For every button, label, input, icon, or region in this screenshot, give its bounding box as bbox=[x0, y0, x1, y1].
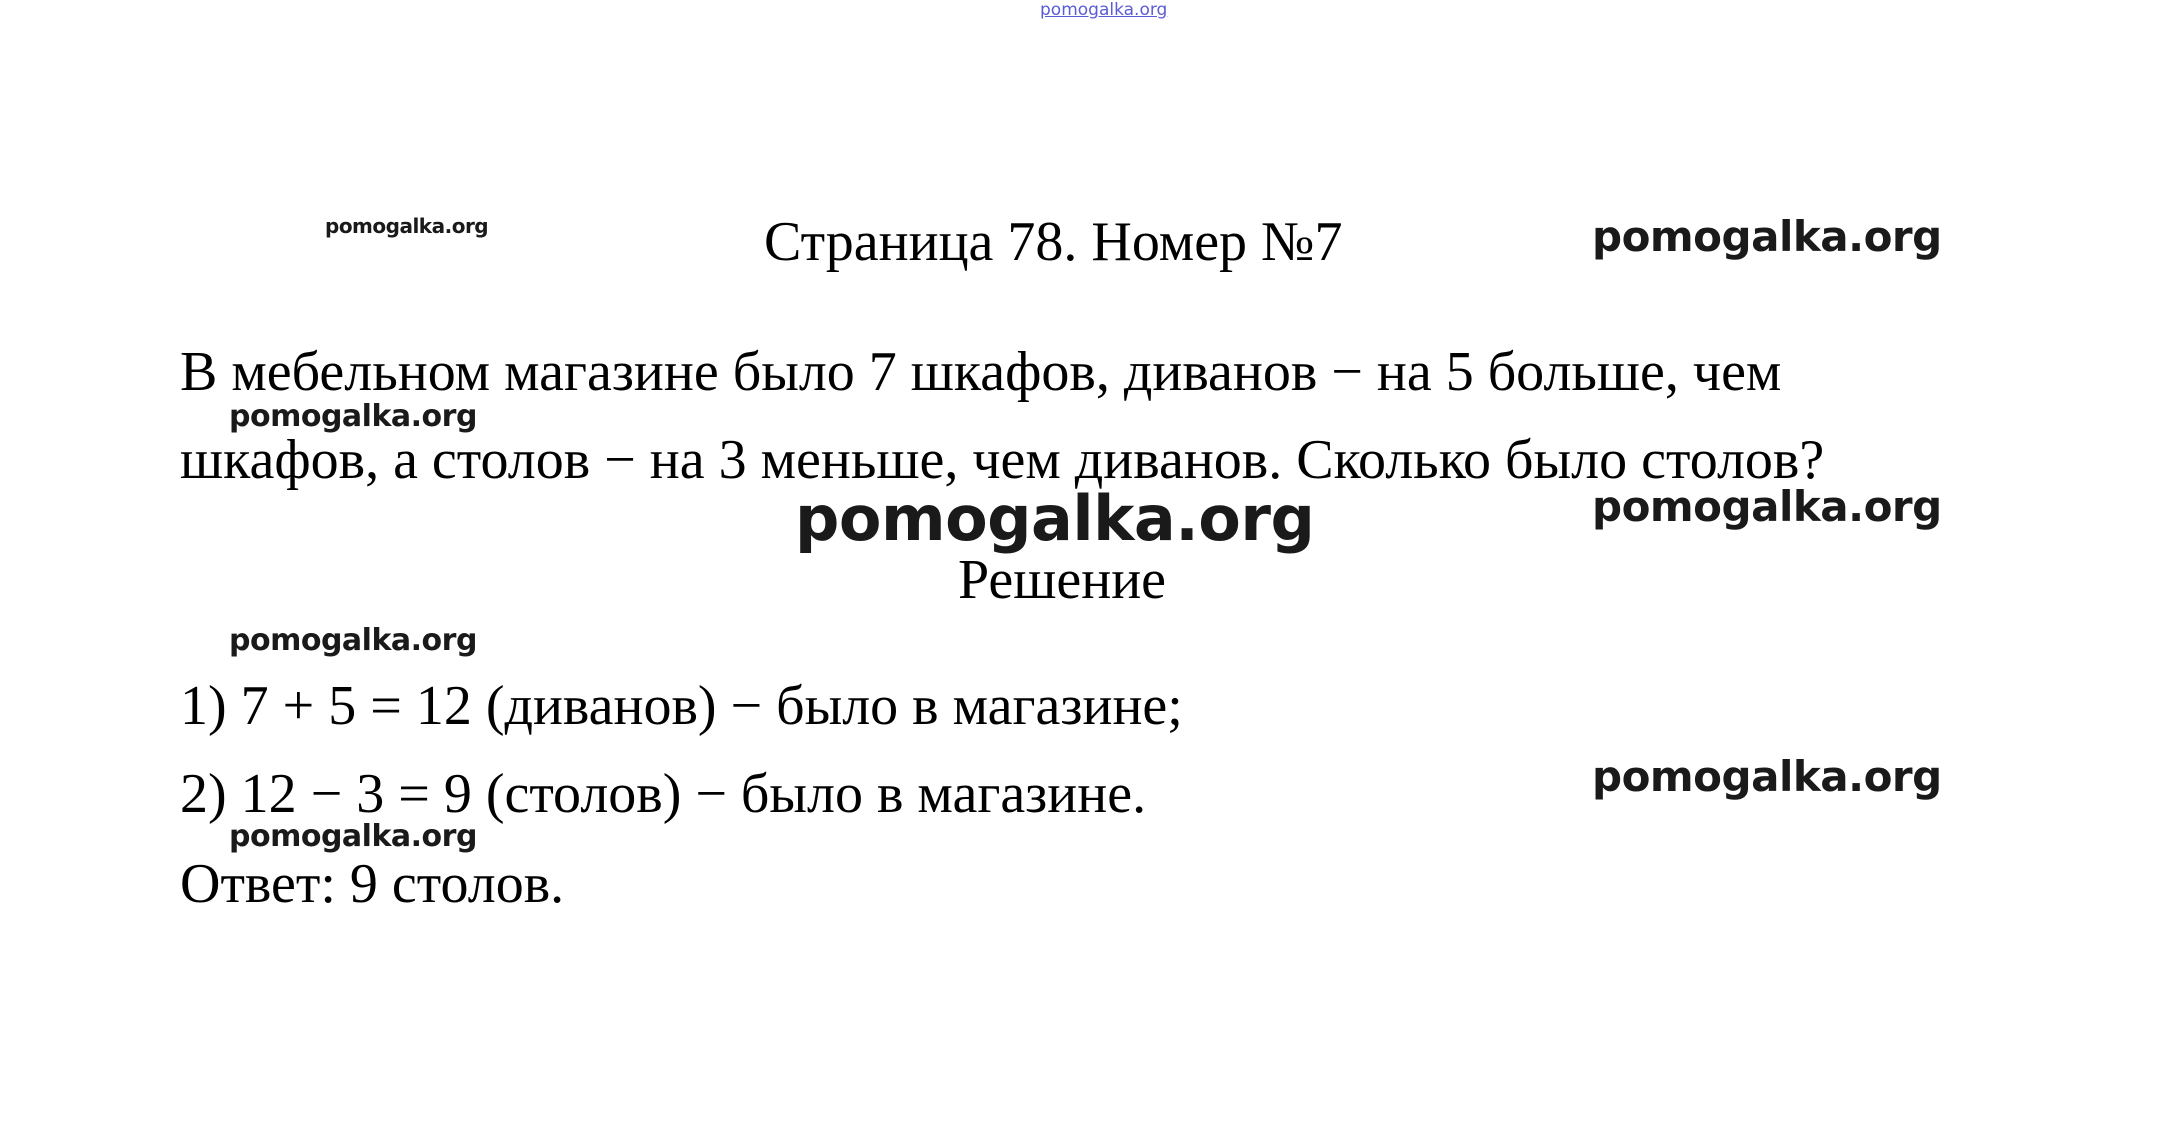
solution-step: 2) 12 − 3 = 9 (столов) − было в магазине. bbox=[180, 763, 1147, 825]
problem-text-line: В мебельном магазине было 7 шкафов, диванов − на 5 больше, чем bbox=[180, 341, 1782, 403]
watermark-text-large: pomogalka.org bbox=[795, 482, 1315, 555]
watermark-text: pomogalka.org bbox=[1592, 752, 1942, 801]
watermark-top-link[interactable]: pomogalka.org bbox=[1040, 0, 1168, 20]
watermark-text: pomogalka.org bbox=[1592, 482, 1942, 531]
page-title: Страница 78. Номер №7 bbox=[764, 211, 1343, 273]
solution-step: 1) 7 + 5 = 12 (диванов) − было в магазине; bbox=[180, 675, 1183, 737]
watermark-text: pomogalka.org bbox=[1592, 212, 1942, 261]
answer-text: Ответ: 9 столов. bbox=[180, 853, 565, 915]
solution-heading: Решение bbox=[958, 549, 1167, 611]
watermark-text: pomogalka.org bbox=[229, 819, 477, 854]
watermark-text: pomogalka.org bbox=[229, 623, 477, 658]
problem-text-line: шкафов, а столов − на 3 меньше, чем диванов. Сколько было столов? bbox=[180, 429, 1825, 491]
watermark-text: pomogalka.org bbox=[325, 214, 489, 238]
watermark-text: pomogalka.org bbox=[229, 399, 477, 434]
